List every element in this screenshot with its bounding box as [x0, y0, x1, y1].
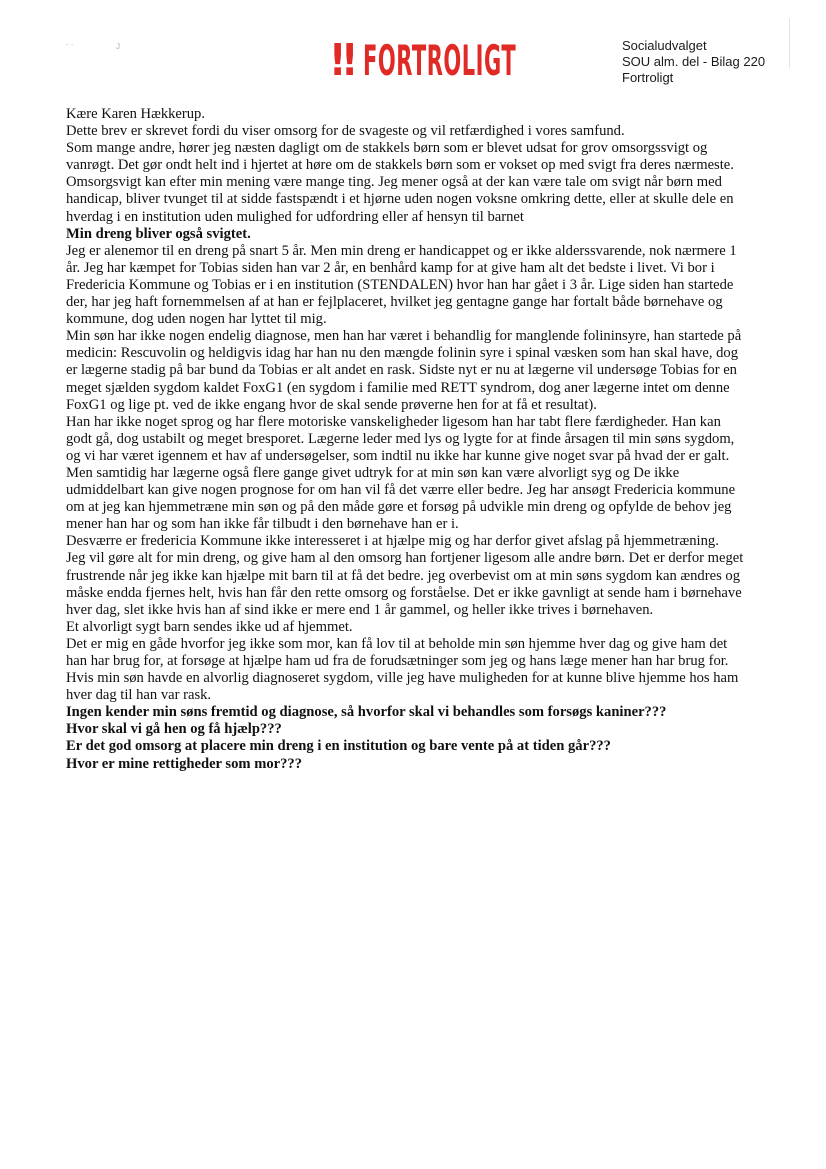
- scan-mark: - -: [66, 40, 74, 49]
- exclamation-icon: !!: [329, 34, 354, 86]
- bold-question: Hvor skal vi gå hen og få hjælp???: [66, 721, 282, 738]
- paragraph: Omsorgsvigt kan efter min mening være mange ting. Jeg mener også at der kan være tale om svigt når børn med handicap, bliver tvunget til at sidde fastspændt i et hjørne uden nogen voksne omkring dette, eller at skulle dele en hverdag i en institution uden mulighed for udfordring eller af hensyn til barnet: [66, 174, 734, 225]
- reference-line-classification: Fortroligt: [622, 70, 674, 85]
- paragraph: Jeg er alenemor til en dreng på snart 5 år. Men min dreng er handicappet og er ikke alderssvarende, nok nærmere 1 år. Jeg har kæmpet for Tobias siden han var 2 år, en benhård kamp for at give ham alt det bedste i livet. Vi bor i Fredericia Kommune og Tobias er i en institution (STENDALEN) hvor han har gået i 3 år. Lige siden han startede der, har jeg haft fornemmelsen af at han er fejlplaceret, hvilket jeg gentagne gange har fortalt både børnehave og kommune, dog uden nogen har lyttet til mig.: [66, 242, 737, 328]
- bold-question: Er det god omsorg at placere min dreng i en institution og bare vente på at tiden går???: [66, 738, 611, 755]
- bold-question: Ingen kender min søns fremtid og diagnose, så hvorfor skal vi behandles som forsøgs kaniner???: [66, 704, 667, 721]
- scan-edge-line: [789, 18, 790, 68]
- paragraph: Min søn har ikke nogen endelig diagnose, men han har været i behandlig for manglende folininsyre, han startede på medicin: Rescuvolin og heldigvis idag har han nu den mængde folinin syre i spinal væsken som han skal have, dog er lægerne stadig på bar bund da Tobias er alt andet en rask. Sidste nyt er nu at lægerne vil undersøge Tobias for en meget sjælden sygdom kaldet FoxG1 (en sygdom i familie med RETT syndrom, dog aner lægerne intet om denne FoxG1 og lige pt. ved de ikke engang hvor de skal sende prøverne hen for at få et resultat).: [66, 328, 742, 413]
- paragraph: Dette brev er skrevet fordi du viser omsorg for de svageste og vil retfærdighed i vores samfund.: [66, 123, 625, 140]
- paragraph: Han har ikke noget sprog og har flere motoriske vanskeligheder ligesom han har tabt flere færdigheder. Han kan godt gå, dog ustabilt og meget bresporet. Lægerne leder med lys og lygte for at finde årsagen til min søns sygdom, og vi har været igennem et hav af undersøgelser, som indtil nu ikke har kunne give noget svar på hvad der er galt. Men samtidig har lægerne også flere gange givet udtryk for at min søn kan være alvorligt syg og De ikke udmiddelbart kan give nogen prognose for om han vil få det værre eller bedre. Jeg har ansøgt Fredericia kommune om at jeg kan hjemmetræne min søn og på den måde gøre et forsøg på udvikle min dreng og opfylde de behov jeg mener han har og som han ikke får tilbudt i den børnehave han er i.: [66, 413, 736, 533]
- section-heading: Min dreng bliver også svigtet.: [66, 225, 251, 242]
- bold-question: Hvor er mine rettigheder som mor???: [66, 755, 303, 772]
- reference-line-appendix: SOU alm. del - Bilag 220: [622, 54, 766, 69]
- committee-reference: [622, 38, 765, 86]
- paragraph: Som mange andre, hører jeg næsten dagligt om de stakkels børn som er blevet udsat for grov omsorgssvigt og vanrøgt. Det gør ondt helt ind i hjertet at høre om de stakkels børn som er vokset op med svigt fra deres nærmeste.: [66, 140, 734, 174]
- paragraph: Det er mig en gåde hvorfor jeg ikke som mor, kan få lov til at beholde min søn hjemme hver dag og give ham det han har brug for, at forsøge at hjælpe ham ud fra de forudsætninger som jeg og hans læge mener han har brug for. Hvis min søn havde en alvorlig diagnoseret sygdom, ville jeg have muligheden for at kunne blive hjemme hos ham hver dag til han var rask.: [66, 635, 739, 704]
- reference-line-committee: Socialudvalget: [622, 38, 707, 53]
- scan-mark-small: J: [116, 42, 120, 51]
- paragraph: Et alvorligt sygt barn sendes ikke ud af hjemmet.: [66, 618, 353, 635]
- paragraph: Jeg vil gøre alt for min dreng, og give ham al den omsorg han fortjener ligesom alle andre børn. Det er derfor meget frustrende når jeg ikke kan hjælpe mit barn til at få det bedre. jeg overbevist om at min søns sygdom kan ændres og måske endda fjernes helt, hvis han får den rette omsorg og forståelse. Det er ikke gavnligt at sende ham i børnehave hver dag, slet ikke hvis han af sind ikke er mere end 1 år gammel, og heller ikke trives i børnehaven.: [66, 550, 744, 618]
- paragraph: Desværre er fredericia Kommune ikke interesseret i at hjælpe mig og har derfor givet afslag på hjemmetræning.: [66, 533, 719, 550]
- stamp-word: FORTROLIGT: [363, 35, 517, 85]
- confidential-stamp: [327, 34, 669, 86]
- letter-body: [66, 106, 746, 773]
- greeting: Kære Karen Hækkerup.: [66, 106, 206, 122]
